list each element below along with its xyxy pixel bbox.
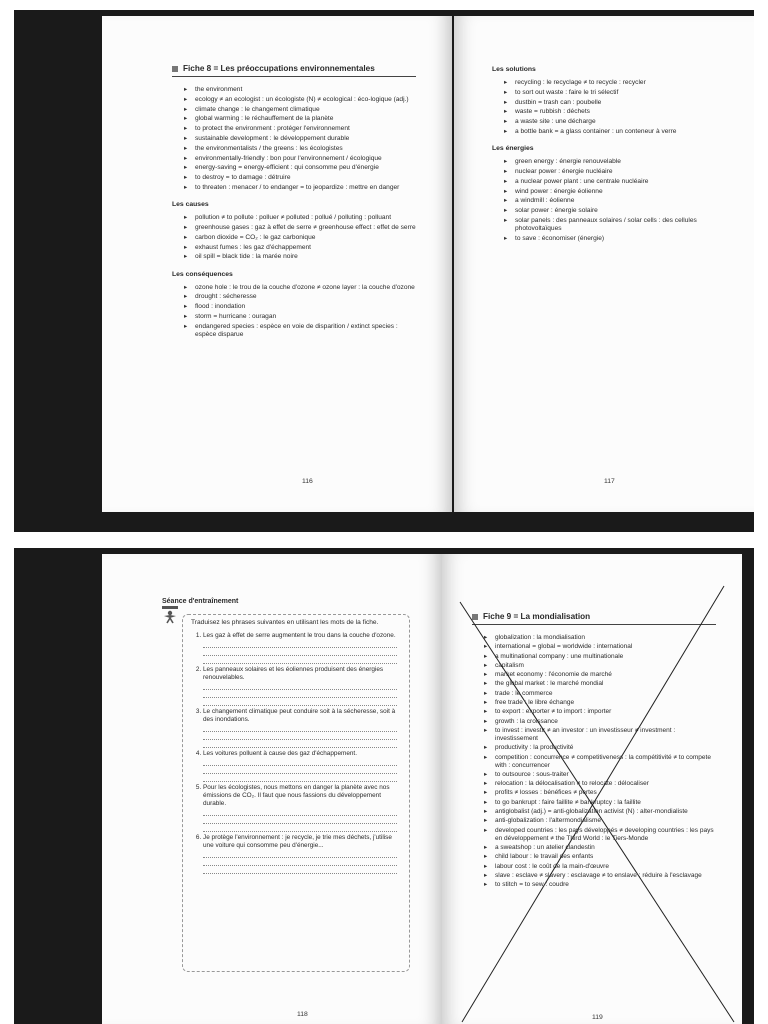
vocab-item: ▸ environmentally-friendly : bon pour l'environnement / écologique bbox=[172, 155, 416, 163]
vocab-item: ▸ globalization : la mondialisation bbox=[472, 634, 716, 642]
answer-line[interactable] bbox=[203, 640, 397, 648]
vocab-item: ▸ pollution ≠ to pollute : polluer ≠ polluted : pollué / polluting : polluant bbox=[172, 214, 416, 222]
seance-heading: Séance d'entraînement bbox=[162, 598, 239, 605]
vocab-item: ▸ a sweatshop : un atelier clandestin bbox=[472, 844, 716, 852]
vocab-item: ▸ storm = hurricane : ouragan bbox=[172, 313, 416, 321]
exercise-item bbox=[203, 834, 401, 874]
vocab-item: ▸ to save : économiser (énergie) bbox=[492, 235, 744, 243]
answer-line[interactable] bbox=[203, 774, 397, 782]
causes-vocab-list bbox=[172, 214, 416, 261]
vocab-item: ▸ capitalism bbox=[472, 662, 716, 670]
vocab-item: ▸ solar panels : des panneaux solaires / solar cells : des cellules photovoltaïques bbox=[492, 217, 744, 233]
vocab-item: ▸ antiglobalist (adj.) = anti-globalization activist (N) : alter-mondialiste bbox=[472, 808, 716, 816]
page-number: 119 bbox=[592, 1014, 603, 1021]
answer-line[interactable] bbox=[203, 766, 397, 774]
vocab-item: ▸ trade : le commerce bbox=[472, 690, 716, 698]
vocab-item: ▸ a windmill : éolienne bbox=[492, 197, 744, 205]
solutions-heading: Les solutions bbox=[492, 66, 536, 73]
answer-line[interactable] bbox=[203, 808, 397, 816]
page-number: 117 bbox=[604, 478, 615, 485]
answer-line[interactable] bbox=[203, 850, 397, 858]
vocab-item: ▸ labour cost : le coût de la main-d'œuvre bbox=[472, 863, 716, 871]
square-bullet-icon bbox=[172, 66, 178, 72]
page-117-content bbox=[492, 66, 744, 245]
page-119 bbox=[442, 554, 742, 1024]
vocab-item: ▸ to go bankrupt : faire faillite ≠ bankruptcy : la faillite bbox=[472, 799, 716, 807]
exercise-item bbox=[203, 632, 401, 664]
exercise-sentence: 1. Les gaz à effet de serre augmentent le trou dans la couche d'ozone. bbox=[203, 632, 396, 640]
answer-line[interactable] bbox=[203, 682, 397, 690]
page-116 bbox=[102, 16, 452, 512]
exercise-instruction: Traduisez les phrases suivantes en utilisant les mots de la fiche. bbox=[191, 619, 379, 626]
exercise-item bbox=[203, 708, 401, 748]
vocab-item: ▸ energy-saving = energy-efficient : qui consomme peu d'énergie bbox=[172, 164, 416, 172]
vocab-item: ▸ drought : sécheresse bbox=[172, 293, 416, 301]
book-spread-bottom bbox=[14, 548, 754, 1024]
vocab-item: ▸ a waste site : une décharge bbox=[492, 118, 744, 126]
vocab-item: ▸ sustainable development : le développement durable bbox=[172, 135, 416, 143]
vocab-item: ▸ a nuclear power plant : une centrale nucléaire bbox=[492, 178, 744, 186]
vocab-item: ▸ a bottle bank = a glass container : un conteneur à verre bbox=[492, 128, 744, 136]
consequences-heading: Les conséquences bbox=[172, 270, 233, 278]
fiche-8-title-text: Fiche 8 = Les préoccupations environnementales bbox=[183, 64, 375, 73]
solutions-vocab-list bbox=[492, 79, 744, 136]
vocab-item: ▸ a multinational company : une multinationale bbox=[472, 653, 716, 661]
exercise-sentence: 6. Je protège l'environnement : je recycle, je trie mes déchets, j'utilise une voiture qui consomme peu d'énergie... bbox=[203, 834, 392, 850]
exercise-box bbox=[182, 614, 410, 972]
vocab-item: ▸ waste = rubbish : déchets bbox=[492, 108, 744, 116]
vocab-item: ▸ to threaten : menacer / to endanger = to jeopardize : mettre en danger bbox=[172, 184, 416, 192]
vocab-item: ▸ to stitch = to sew : coudre bbox=[472, 881, 716, 889]
vocab-item: ▸ flood : inondation bbox=[172, 303, 416, 311]
vocab-item: ▸ international = global = worldwide : international bbox=[472, 643, 716, 651]
energies-vocab-list bbox=[492, 158, 744, 243]
vocab-item: ▸ green energy : énergie renouvelable bbox=[492, 158, 744, 166]
vocab-item: ▸ profits ≠ losses : bénéfices ≠ pertes bbox=[472, 789, 716, 797]
answer-line[interactable] bbox=[203, 724, 397, 732]
vocab-item: ▸ endangered species : espèce en voie de disparition / extinct species : espèce disparue bbox=[172, 323, 416, 339]
vocab-item: ▸ free trade : le libre échange bbox=[472, 699, 716, 707]
consequences-vocab-list bbox=[172, 284, 416, 340]
vocab-item: ▸ nuclear power : énergie nucléaire bbox=[492, 168, 744, 176]
vocab-item: ▸ wind power : énergie éolienne bbox=[492, 188, 744, 196]
exercise-sentence: 2. Les panneaux solaires et les éoliennes produisent des énergies renouvelables. bbox=[203, 666, 384, 682]
vocab-item: ▸ to destroy = to damage : détruire bbox=[172, 174, 416, 182]
vocab-item: ▸ dustbin = trash can : poubelle bbox=[492, 99, 744, 107]
vocab-item: ▸ competition : concurrence ≠ competitiveness : la compétitivité ≠ to compete with : concurrencer bbox=[472, 754, 716, 770]
vocab-item: ▸ relocation : la délocalisation ≠ to relocate : délocaliser bbox=[472, 780, 716, 788]
vocab-item: ▸ exhaust fumes : les gaz d'échappement bbox=[172, 244, 416, 252]
answer-line[interactable] bbox=[203, 824, 397, 832]
answer-line[interactable] bbox=[203, 690, 397, 698]
answer-line[interactable] bbox=[203, 698, 397, 706]
vocab-item: ▸ greenhouse gases : gaz à effet de serre ≠ greenhouse effect : effet de serre bbox=[172, 224, 416, 232]
page-118 bbox=[102, 554, 442, 1024]
vocab-item: ▸ to protect the environment : protéger l'environnement bbox=[172, 125, 416, 133]
vocab-item: ▸ ozone hole : le trou de la couche d'ozone ≠ ozone layer : la couche d'ozone bbox=[172, 284, 416, 292]
answer-line[interactable] bbox=[203, 866, 397, 874]
vocab-item: ▸ the environmentalists / the greens : les écologistes bbox=[172, 145, 416, 153]
vocab-item: ▸ slave : esclave ≠ slavery : esclavage ≠ to enslave : réduire à l'esclavage bbox=[472, 872, 716, 880]
answer-line[interactable] bbox=[203, 816, 397, 824]
intro-vocab-list bbox=[172, 86, 416, 192]
answer-line[interactable] bbox=[203, 656, 397, 664]
vocab-item: ▸ recycling : le recyclage ≠ to recycle : recycler bbox=[492, 79, 744, 87]
page-number: 116 bbox=[302, 478, 313, 485]
answer-line[interactable] bbox=[203, 732, 397, 740]
vocab-item: ▸ the environment bbox=[172, 86, 416, 94]
vocab-item: ▸ the global market : le marché mondial bbox=[472, 680, 716, 688]
vocab-item: ▸ climate change : le changement climatique bbox=[172, 106, 416, 114]
causes-heading: Les causes bbox=[172, 201, 209, 209]
vocab-item: ▸ to invest : investir ≠ an investor : un investisseur ≠ investment : investissement bbox=[472, 727, 716, 743]
vocab-item: ▸ carbon dioxide = CO₂ : le gaz carbonique bbox=[172, 234, 416, 242]
cross-out-mark bbox=[442, 554, 742, 1024]
exercise-sentence: 4. Les voitures polluent à cause des gaz d'échappement. bbox=[203, 750, 357, 758]
exercise-item bbox=[203, 666, 401, 706]
training-figure-icon bbox=[162, 606, 178, 624]
vocab-item: ▸ anti-globalization : l'altermondialisme bbox=[472, 817, 716, 825]
page-number: 118 bbox=[297, 1011, 308, 1018]
vocab-item: ▸ solar power : énergie solaire bbox=[492, 207, 744, 215]
vocab-item: ▸ developed countries : les pays développés ≠ developing countries : les pays en développement ≠ the Third World : le Tiers-Monde bbox=[472, 827, 716, 843]
answer-line[interactable] bbox=[203, 740, 397, 748]
exercise-item bbox=[203, 784, 401, 832]
vocab-item: ▸ ecology ≠ an ecologist : un écologiste (N) ≠ ecological : éco-logique (adj.) bbox=[172, 96, 416, 104]
exercise-item bbox=[203, 750, 401, 782]
book-spread-top bbox=[14, 10, 754, 532]
vocab-item: ▸ oil spill = black tide : la marée noire bbox=[172, 253, 416, 261]
vocab-item: ▸ productivity : la productivité bbox=[472, 744, 716, 752]
vocab-item: ▸ child labour : le travail des enfants bbox=[472, 853, 716, 861]
exercise-sentence: 3. Le changement climatique peut conduire soit à la sécheresse, soit à des inondations. bbox=[203, 708, 396, 724]
answer-line[interactable] bbox=[203, 648, 397, 656]
vocab-item: ▸ growth : la croissance bbox=[472, 718, 716, 726]
page-117 bbox=[454, 16, 754, 512]
exercise-list bbox=[191, 632, 401, 874]
fiche-9-title-text: Fiche 9 = La mondialisation bbox=[483, 612, 591, 621]
fiche-8-title bbox=[172, 64, 416, 77]
exercise-sentence: 5. Pour les écologistes, nous mettons en danger la planète avec nos émissions de CO₂. Il faut que nous fassions du développement durable. bbox=[203, 784, 390, 808]
vocab-item: ▸ to outsource : sous-traiter bbox=[472, 771, 716, 779]
answer-line[interactable] bbox=[203, 858, 397, 866]
answer-line[interactable] bbox=[203, 758, 397, 766]
vocab-item: ▸ market economy : l'économie de marché bbox=[472, 671, 716, 679]
vocab-item: ▸ to export : exporter ≠ to import : importer bbox=[472, 708, 716, 716]
vocab-item: ▸ global warming : le réchauffement de la planète bbox=[172, 115, 416, 123]
vocab-item: ▸ to sort out waste : faire le tri sélectif bbox=[492, 89, 744, 97]
page-116-content bbox=[172, 64, 416, 341]
energies-heading: Les énergies bbox=[492, 145, 534, 153]
